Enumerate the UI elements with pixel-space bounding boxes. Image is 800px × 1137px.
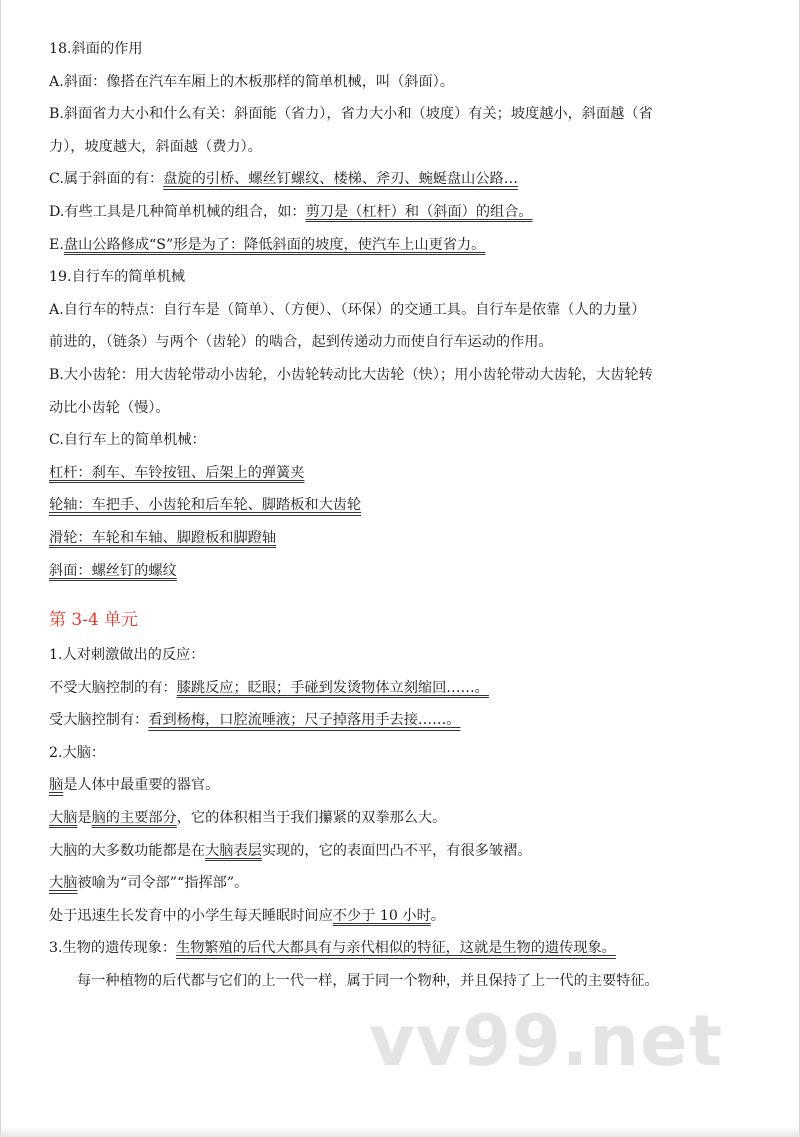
- unit-p2-line2-mid: 是: [77, 810, 92, 827]
- section-19-c: C.自行车上的简单机械：: [49, 432, 206, 449]
- list-item: [49, 457, 759, 490]
- unit-p2-line4-underlined: 大脑: [49, 875, 78, 892]
- unit-p2-line3-rest: 实现的，它的表面凹凸不平，有很多皱褶。: [261, 842, 532, 859]
- section-18-c-label: C.属于斜面的有：: [49, 171, 164, 188]
- section-19-a-line2: 前进的，（链条）与两个（齿轮）的啮合，起到传递动力而使自行车运动的作用。: [49, 334, 553, 351]
- unit-p1-title: 1.人对刺激做出的反应：: [49, 647, 205, 664]
- unit-p2-title: 2.大脑：: [49, 744, 106, 761]
- section-18-a: A.斜面：像搭在汽车车厢上的木板那样的简单机械，叫（斜面）。: [49, 73, 454, 90]
- section-18-d-label: D.有些工具是几种简单机械的组合，如：: [49, 203, 306, 220]
- list-item-text: 斜面：螺丝钉的螺纹: [49, 562, 177, 579]
- section-18-e-underlined: 盘山公路修成“S”形是为了：降低斜面的坡度，使汽车上山更省力。: [63, 236, 486, 253]
- unit-heading: 第 3-4 单元: [49, 610, 139, 631]
- section-18-e-label: E.: [49, 236, 64, 253]
- section-18-d: [49, 196, 759, 229]
- unit-p2-line3-pre: 大脑的大多数功能都是在: [49, 842, 206, 859]
- unit-p2-line5-underlined: 不少于 10 小时: [332, 907, 431, 924]
- unit-p2-line2-underlined-b: 脑的主要部分: [91, 810, 177, 827]
- section-19-b-line1: B.大小齿轮：用大齿轮带动小齿轮，小齿轮转动比大齿轮（快）；用小齿轮带动大齿轮，大齿轮转: [49, 366, 653, 383]
- unit-p2-line4: [49, 867, 759, 900]
- document-content: [49, 33, 759, 998]
- unit-p3-line1: [49, 932, 759, 965]
- unit-p1-line1-underlined: 膝跳反应；眨眼；手碰到发烫物体立刻缩回……。: [176, 679, 489, 696]
- unit-p2-line5-rest: 。: [430, 907, 445, 924]
- section-18-b-line2: 力），坡度越大，斜面越（费力）。: [49, 138, 262, 155]
- section-18-e: [49, 229, 759, 262]
- unit-p2-line2: [49, 802, 759, 835]
- unit-p3-line2: 每一种植物的后代都与它们的上一代一样，属于同一个物种，并且保持了上一代的主要特征。: [77, 973, 659, 990]
- unit-p2-line5-pre: 处于迅速生长发育中的小学生每天睡眠时间应: [49, 907, 333, 924]
- unit-p1-line2-underlined: 看到杨梅，口腔流唾液；尺子掉落用手去接……。: [148, 712, 461, 729]
- unit-p3-label: 3.生物的遗传现象：: [49, 940, 177, 957]
- unit-p2-line1: [49, 769, 759, 802]
- unit-p2-line5: [49, 900, 759, 933]
- unit-p2-line2-rest: ，它的体积相当于我们攥紧的双拳那么大。: [176, 810, 447, 827]
- section-18-c: [49, 163, 759, 196]
- unit-p1-line1-label: 不受大脑控制的有：: [49, 679, 177, 696]
- site-watermark: vv99.net: [369, 1000, 724, 1082]
- list-item-text: 杠杆：刹车、车铃按钮、后架上的弹簧夹: [49, 464, 305, 481]
- list-item: [49, 489, 759, 522]
- section-gap: [49, 587, 759, 601]
- section-18-title: 18.斜面的作用: [49, 41, 143, 57]
- unit-p1-line2-label: 受大脑控制有：: [49, 712, 149, 729]
- unit-p1-line1: [49, 672, 759, 705]
- page-bottom-edge: [1, 1127, 799, 1137]
- section-19-b-line2: 动比小齿轮（慢）。: [49, 399, 170, 416]
- unit-p2-line1-rest: 是人体中最重要的器官。: [63, 777, 220, 794]
- unit-p2-line1-underlined: 脑: [49, 777, 64, 794]
- unit-p2-line4-rest: 被喻为“司令部”“指挥部”。: [77, 875, 249, 892]
- list-item-text: 轮轴：车把手、小齿轮和后车轮、脚踏板和大齿轮: [49, 497, 362, 514]
- unit-p2-line3: [49, 835, 759, 868]
- list-item: [49, 522, 759, 555]
- list-item-text: 滑轮：车轮和车轴、脚蹬板和脚蹬轴: [49, 529, 277, 546]
- unit-p3-underlined: 生物繁殖的后代大都具有与亲代相似的特征，这就是生物的遗传现象。: [176, 940, 616, 957]
- section-18-b-line1: B.斜面省力大小和什么有关：斜面能（省力），省力大小和（坡度）有关；坡度越小，斜面越（省: [49, 106, 653, 123]
- section-19-title: 19.自行车的简单机械: [49, 269, 186, 286]
- list-item: [49, 555, 759, 588]
- section-18-d-underlined: 剪刀是（杠杆）和（斜面）的组合。: [305, 203, 533, 220]
- unit-p2-line3-underlined: 大脑表层: [205, 842, 262, 859]
- unit-p2-line2-underlined-a: 大脑: [49, 810, 78, 827]
- section-19-a-line1: A.自行车的特点：自行车是（简单）、（方便）、（环保）的交通工具。自行车是依靠（人的力量）: [49, 301, 646, 318]
- section-18-c-underlined: 盘旋的引桥、螺丝钉螺纹、楼梯、斧刃、蜿蜒盘山公路…: [163, 171, 518, 188]
- unit-p1-line2: [49, 704, 759, 737]
